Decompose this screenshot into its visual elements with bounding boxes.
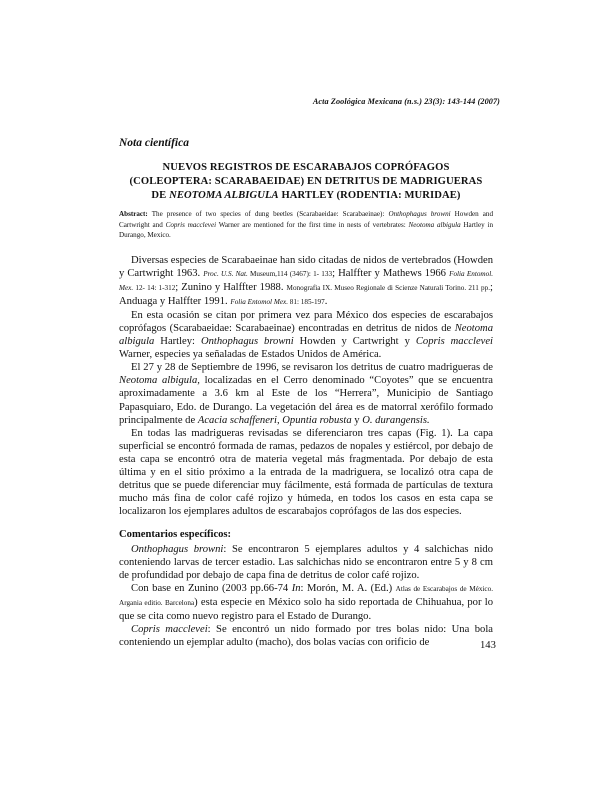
citation-detail: 81: 185-197	[288, 298, 325, 307]
citation-journal: Proc. U.S. Nat.	[203, 270, 248, 279]
text: El 27 y 28 de Septiembre de 1996, se revisaron los detritus de cuatro madrigueras de	[131, 362, 493, 374]
abstract-text: Howden and Cartwright and	[119, 210, 494, 229]
comments-text	[119, 543, 493, 649]
paragraph-2	[119, 309, 493, 361]
text-italic: In	[291, 583, 301, 595]
species-name: Copris macclevei	[131, 624, 208, 636]
species-name: Onthophagus browni	[131, 544, 224, 555]
text: Con base en Zunino (2003 pp.66-74	[131, 583, 292, 595]
abstract-text: The presence of two species of dung beetles (Scarabaeidae: Scarabaeinae):	[147, 210, 389, 218]
abstract-text: Hartley in Durango, Mexico.	[119, 220, 494, 239]
title-line-2: (COLEOPTERA: SCARABAEIDAE) EN DETRITUS DE MADRIGUERAS	[129, 176, 483, 187]
paragraph-1	[119, 254, 493, 309]
species-name: Onthophagus browni	[200, 336, 294, 348]
title-line-1: NUEVOS REGISTROS DE ESCARABAJOS COPRÓFAGOS	[162, 162, 450, 173]
species-name: Neotoma albigula	[408, 220, 461, 229]
citation-journal: Folia Entomol Mex.	[230, 298, 288, 307]
text: ; Zunino y Halffter 1988.	[175, 282, 287, 294]
citation-detail: 12- 14: 1-312	[133, 284, 176, 293]
citation-journal: Folia Entomol. Mex.	[119, 270, 494, 293]
species-name: Neotoma albigula	[119, 323, 493, 348]
comments-heading: Comentarios específicos:	[119, 529, 232, 540]
section-label: Nota científica	[119, 137, 189, 149]
text: Howden y Cartwright y	[293, 336, 416, 348]
abstract	[119, 209, 493, 241]
journal-citation: Acta Zoológica Mexicana (n.s.) 23(3): 143-144 (2007)	[312, 97, 500, 106]
text: : Morón, M. A. (Ed.)	[300, 583, 396, 595]
text: ; Anduaga y Halffter 1991.	[119, 282, 493, 308]
title-line-3	[100, 189, 512, 203]
paragraph-3	[119, 361, 493, 426]
body-text	[119, 254, 493, 518]
comment-1	[119, 543, 493, 582]
title-text: HARTLEY (RODENTIA: MURIDAE)	[278, 190, 461, 201]
species-name: Acacia schaffeneri, Opuntia robusta	[197, 414, 352, 426]
comment-2	[119, 582, 493, 623]
text: Hartley:	[154, 336, 201, 348]
species-name: O. durangensis.	[362, 414, 430, 426]
abstract-label: Abstract:	[119, 210, 148, 218]
abstract-text: Warner are mentioned for the first time in nests of vertebrates:	[216, 220, 409, 229]
text: En esta ocasión se citan por primera vez para México dos especies de escarabajos coprófagos (Scarabaeidae: Scarabaeinae) encontradas en detritus de nidos de	[119, 310, 493, 335]
paragraph-4: En todas las madrigueras revisadas se diferenciaron tres capas (Fig. 1). La capa superficial se encontró formada de ramas, pedazos de nopales y estiércol, por debajo de esta capa se encontró otra de materia vegetal más fragmentada. Por debajo de esta última y en el sitio próximo a la entrada de la madriguera, se localizó otra capa de detritus que se puede diferenciar muy fácilmente, está formada de partículas de textura mucho más fina de color café rojizo y húmeda, en todos los casos en esta capa se localizaron los ejemplares adultos de escarabajos coprófagos de las dos especies.	[119, 427, 493, 517]
text: .	[324, 296, 328, 308]
text: : Se encontró un nido formado por tres bolas nido: Una bola conteniendo un ejemplar adulto (macho), dos bolas vacías con orificio de	[119, 624, 494, 649]
text: : Se encontraron 5 ejemplares adultos y 4 salchichas nido conteniendo larvas de tercer estadio. Las salchichas nido se encontraron entre 5 y 8 cm de profundidad por debajo de capa fina de detritus de color café rojizo.	[119, 544, 493, 582]
title-text: DE	[151, 190, 170, 201]
text: ) esta especie en México solo ha sido reportada de Chihuahua, por lo que se cita como nuevo registro para el Estado de Durango.	[119, 597, 493, 623]
page-number: 143	[480, 640, 496, 651]
text: ; Halffter y Mathews 1966	[332, 268, 450, 280]
species-name: Copris macclevei	[165, 220, 217, 229]
text: Warner, especies ya señaladas de Estados Unidos de América.	[119, 349, 382, 361]
citation-detail: Atlas de Escarabajos de México. Argania editio. Barcelona	[119, 585, 493, 608]
comment-3	[119, 623, 493, 649]
species-name: Neotoma albigula,	[119, 375, 200, 387]
title-species: NEOTOMA ALBIGULA	[169, 190, 279, 201]
text: y	[351, 414, 363, 426]
citation-detail: Museum,114 (3467): 1- 133	[247, 270, 333, 279]
text: localizadas en el Cerro denominado “Coyotes” que se encuentra aproximadamente a 3.6 km al Este de los “Herrera”, Municipio de Santiago Papasquiaro, Edo. de Durango. La vegetación del área es de matorral xerófilo formado principalmente de	[119, 375, 493, 426]
text: Diversas especies de Scarabaeinae han sido citadas de nidos de vertebrados (Howden y Cartwright 1963.	[119, 255, 493, 280]
species-name: Copris macclevei	[415, 336, 493, 348]
article-title	[100, 161, 512, 203]
citation-detail: Monografia IX. Museo Regionale di Scienze Naturali Torino. 211 pp.	[286, 284, 491, 293]
species-name: Onthophagus browni	[388, 210, 451, 218]
